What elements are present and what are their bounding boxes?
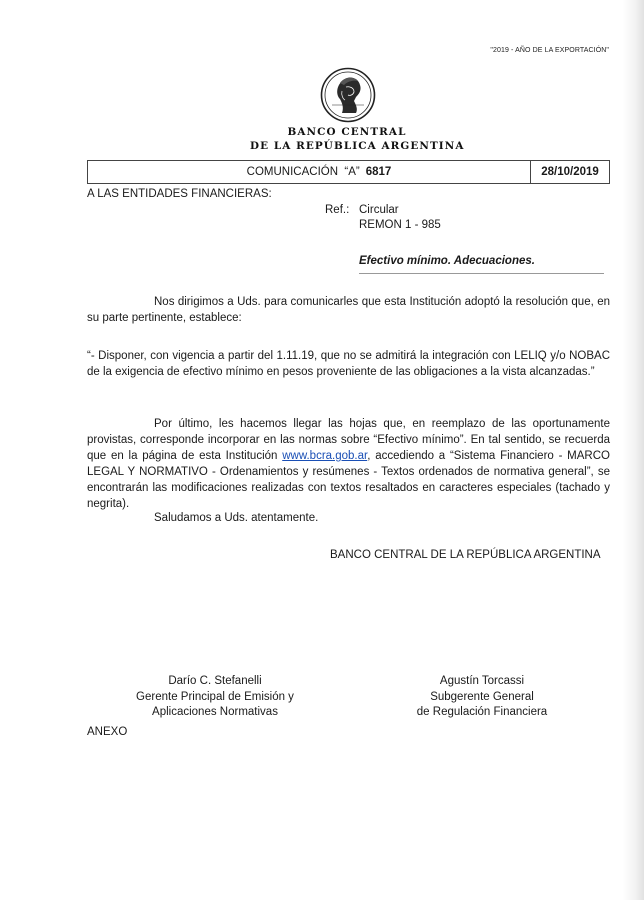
signer-left-title1: Gerente Principal de Emisión y — [136, 690, 294, 703]
page-edge-shadow — [622, 0, 644, 900]
resolution-paragraph: “- Disponer, con vigencia a partir del 1.11.19, que no se admitirá la integración con LELIQ y/o NOBAC de la exigencia de efectivo mínimo en pesos proveniente de las obligaciones a la vista alcanzadas.” — [87, 350, 610, 378]
subject: Efectivo mínimo. Adecuaciones. — [359, 255, 535, 267]
bcra-website-link[interactable]: www.bcra.gob.ar — [282, 450, 368, 462]
closing-text-part1: Por último, les hacemos llegar las hojas que, en reemplazo de las oportunamente provistas, corresponde incorporar en las normas sobre “Efectivo mínimo”. En tal sentido, se recuerda que en la página de esta Institución — [87, 418, 610, 462]
communication-date: 28/10/2019 — [530, 161, 609, 183]
communication-number: 6817 — [365, 166, 392, 178]
communication-id — [88, 166, 530, 178]
bcra-seal-icon — [320, 67, 376, 123]
signer-right-title2: de Regulación Financiera — [416, 706, 548, 718]
signer-left-title2: Aplicaciones Normativas — [152, 706, 278, 718]
reference-block — [325, 203, 441, 232]
closing-paragraph — [87, 416, 610, 512]
communication-label: COMUNICACIÓN “A” — [246, 166, 360, 178]
signer-right — [402, 674, 562, 721]
bank-name — [250, 125, 465, 153]
signer-left-name: Darío C. Stefanelli — [168, 675, 262, 687]
closing-text-part2: , accediendo a “Sistema Financiero - MARCO LEGAL Y NORMATIVO - Ordenamientos y resúmenes - Textos ordenados de normativa general”, se encontrarán las modificaciones realizadas con textos resaltados en caracteres especiales (tachado y negrita). — [87, 450, 610, 510]
bank-name-line1: BANCO CENTRAL — [287, 126, 407, 138]
signing-institution: BANCO CENTRAL DE LA REPÚBLICA ARGENTINA — [330, 549, 601, 561]
year-motto: "2019 - AÑO DE LA EXPORTACIÓN" — [490, 47, 609, 54]
bank-name-line2: DE LA REPÚBLICA ARGENTINA — [250, 140, 465, 152]
reference-line1: Circular — [359, 204, 399, 216]
greeting: Saludamos a Uds. atentamente. — [154, 512, 319, 524]
signer-right-name: Agustín Torcassi — [439, 675, 525, 687]
reference-line2: REMON 1 - 985 — [359, 218, 441, 231]
signer-left — [125, 674, 305, 721]
signer-right-title1: Subgerente General — [430, 690, 534, 703]
annex-label: ANEXO — [87, 726, 128, 738]
addressee: A LAS ENTIDADES FINANCIERAS: — [87, 188, 272, 200]
intro-paragraph: Nos dirigimos a Uds. para comunicarles que esta Institución adoptó la resolución que, en su parte pertinente, establece: — [87, 296, 610, 324]
subject-underline — [359, 273, 604, 274]
communication-box — [87, 160, 610, 184]
reference-label: Ref.: — [325, 204, 350, 216]
